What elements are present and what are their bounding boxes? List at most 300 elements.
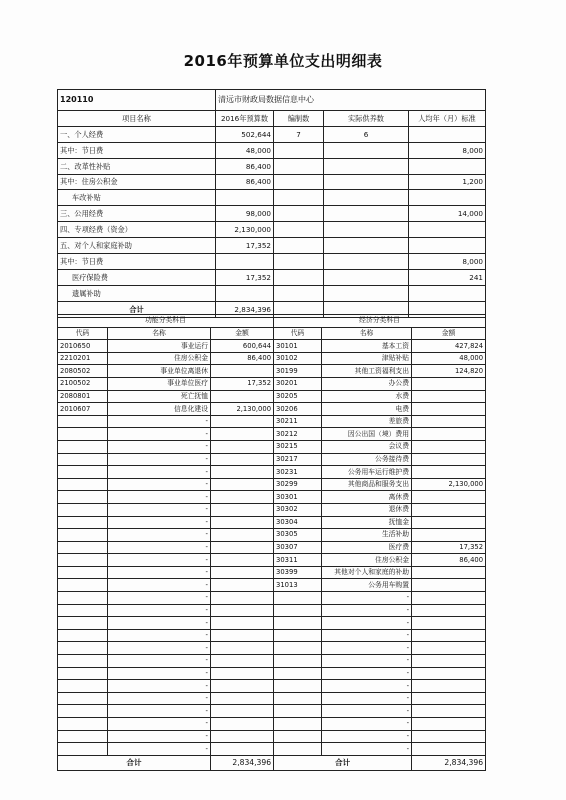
- actual-cell: [324, 158, 409, 174]
- func-code-cell: [58, 503, 108, 516]
- func-name-cell: -: [108, 541, 211, 554]
- budget-summary-table: [57, 89, 486, 318]
- econ-name-cell: -: [322, 592, 412, 605]
- actual-cell: [324, 254, 409, 270]
- header-item-name: 项目名称: [58, 111, 216, 127]
- org-name: 清远市财政局数据信息中心: [216, 90, 486, 111]
- func-name-cell: -: [108, 667, 211, 680]
- table-row: [58, 377, 486, 390]
- func-name-cell: -: [108, 428, 211, 441]
- econ-code-cell: 30205: [274, 390, 322, 403]
- econ-name-cell: -: [322, 604, 412, 617]
- econ-code-cell: 31013: [274, 579, 322, 592]
- table-row: [58, 541, 486, 554]
- func-code-cell: 2010650: [58, 340, 108, 353]
- func-total-label: 合计: [58, 755, 211, 770]
- func-code-cell: [58, 718, 108, 731]
- org-row: [58, 90, 486, 111]
- econ-code-cell: 30399: [274, 566, 322, 579]
- econ-name-cell: 退休费: [322, 503, 412, 516]
- func-name-cell: 信息化建设: [108, 403, 211, 416]
- staff-cell: [274, 285, 324, 301]
- func-code-cell: [58, 453, 108, 466]
- table-row: [58, 516, 486, 529]
- func-code-cell: [58, 491, 108, 504]
- table-row: [58, 655, 486, 668]
- econ-name-cell: -: [322, 667, 412, 680]
- header-budget: 2016年预算数: [216, 111, 274, 127]
- table-row: [58, 617, 486, 630]
- standard-cell: 8,000: [409, 142, 486, 158]
- table-row: [58, 285, 486, 301]
- budget-cell: [216, 190, 274, 206]
- econ-name-cell: 其他对个人和家庭的补助: [322, 566, 412, 579]
- table-row: [58, 466, 486, 479]
- item-name-cell: 一、个人经费: [58, 126, 216, 142]
- header-econ-name: 名称: [322, 327, 412, 340]
- econ-amount-cell: 17,352: [412, 541, 486, 554]
- table-row: [58, 126, 486, 142]
- econ-code-cell: [274, 743, 322, 756]
- econ-code-cell: 30305: [274, 529, 322, 542]
- staff-cell: [274, 238, 324, 254]
- func-code-cell: [58, 415, 108, 428]
- econ-name-cell: 住房公积金: [322, 554, 412, 567]
- func-name-cell: 住房公积金: [108, 352, 211, 365]
- econ-name-cell: 基本工资: [322, 340, 412, 353]
- header-func-amount: 金额: [211, 327, 274, 340]
- table-header-row: [58, 111, 486, 127]
- econ-total-amount: 2,834,396: [412, 755, 486, 770]
- func-code-cell: 2210201: [58, 352, 108, 365]
- func-amount-cell: [211, 554, 274, 567]
- actual-cell: [324, 238, 409, 254]
- func-name-cell: -: [108, 730, 211, 743]
- header-func-name: 名称: [108, 327, 211, 340]
- table-row: [58, 491, 486, 504]
- func-amount-cell: [211, 604, 274, 617]
- actual-cell: [324, 174, 409, 190]
- func-name-cell: -: [108, 617, 211, 630]
- econ-amount-cell: 48,000: [412, 352, 486, 365]
- table-row: [58, 158, 486, 174]
- econ-code-cell: 30302: [274, 503, 322, 516]
- table-row: [58, 705, 486, 718]
- func-amount-cell: 600,644: [211, 340, 274, 353]
- econ-amount-cell: [412, 730, 486, 743]
- standard-cell: [409, 158, 486, 174]
- econ-name-cell: -: [322, 718, 412, 731]
- func-name-cell: -: [108, 491, 211, 504]
- econ-code-cell: 30212: [274, 428, 322, 441]
- econ-code-cell: [274, 705, 322, 718]
- table-row: [58, 142, 486, 158]
- econ-code-cell: [274, 692, 322, 705]
- staff-cell: [274, 269, 324, 285]
- func-name-cell: -: [108, 718, 211, 731]
- standard-cell: [409, 238, 486, 254]
- econ-name-cell: 公务接待费: [322, 453, 412, 466]
- staff-cell: 7: [274, 126, 324, 142]
- func-name-cell: 事业单位离退休: [108, 365, 211, 378]
- item-name-cell: 其中：住房公积金: [58, 174, 216, 190]
- econ-name-cell: 电费: [322, 403, 412, 416]
- func-code-cell: [58, 629, 108, 642]
- econ-name-cell: -: [322, 642, 412, 655]
- econ-name-cell: 会议费: [322, 440, 412, 453]
- budget-cell: 17,352: [216, 269, 274, 285]
- econ-code-cell: 30231: [274, 466, 322, 479]
- func-amount-cell: 86,400: [211, 352, 274, 365]
- table-row: [58, 692, 486, 705]
- table-row: [58, 718, 486, 731]
- standard-cell: 241: [409, 269, 486, 285]
- econ-section-title: 经济分类科目: [274, 315, 486, 328]
- econ-amount-cell: [412, 617, 486, 630]
- econ-code-cell: 30211: [274, 415, 322, 428]
- econ-amount-cell: [412, 579, 486, 592]
- table-row: [58, 554, 486, 567]
- func-name-cell: 事业运行: [108, 340, 211, 353]
- econ-name-cell: -: [322, 680, 412, 693]
- econ-name-cell: 其他工资福利支出: [322, 365, 412, 378]
- econ-amount-cell: 124,820: [412, 365, 486, 378]
- budget-cell: [216, 285, 274, 301]
- econ-code-cell: [274, 718, 322, 731]
- econ-code-cell: [274, 667, 322, 680]
- func-total-amount: 2,834,396: [211, 755, 274, 770]
- item-name-cell: 遗属补助: [58, 285, 216, 301]
- header-standard: 人均年（月）标准: [409, 111, 486, 127]
- budget-cell: 17,352: [216, 238, 274, 254]
- econ-amount-cell: [412, 377, 486, 390]
- econ-name-cell: 其他商品和服务支出: [322, 478, 412, 491]
- table-row: [58, 340, 486, 353]
- func-amount-cell: [211, 629, 274, 642]
- budget-cell: [216, 254, 274, 270]
- econ-amount-cell: [412, 592, 486, 605]
- econ-name-cell: 公务用车运行维护费: [322, 466, 412, 479]
- func-code-cell: [58, 743, 108, 756]
- func-code-cell: [58, 604, 108, 617]
- standard-cell: [409, 222, 486, 238]
- section-title-row: [58, 315, 486, 328]
- standard-cell: [409, 190, 486, 206]
- func-amount-cell: [211, 453, 274, 466]
- func-code-cell: [58, 440, 108, 453]
- standard-cell: [409, 126, 486, 142]
- func-name-cell: -: [108, 466, 211, 479]
- func-amount-cell: [211, 579, 274, 592]
- econ-code-cell: 30304: [274, 516, 322, 529]
- org-code: 120110: [58, 90, 216, 111]
- item-name-cell: 二、改革性补贴: [58, 158, 216, 174]
- table-row: [58, 592, 486, 605]
- budget-cell: 86,400: [216, 158, 274, 174]
- econ-name-cell: 公务用车购置: [322, 579, 412, 592]
- econ-amount-cell: [412, 466, 486, 479]
- func-name-cell: -: [108, 692, 211, 705]
- econ-name-cell: 离休费: [322, 491, 412, 504]
- func-name-cell: -: [108, 579, 211, 592]
- func-code-cell: [58, 554, 108, 567]
- func-amount-cell: [211, 428, 274, 441]
- table-row: [58, 629, 486, 642]
- standard-cell: 8,000: [409, 254, 486, 270]
- func-code-cell: [58, 642, 108, 655]
- budget-cell: 48,000: [216, 142, 274, 158]
- table-row: [58, 403, 486, 416]
- econ-amount-cell: [412, 428, 486, 441]
- econ-code-cell: 30299: [274, 478, 322, 491]
- budget-cell: 86,400: [216, 174, 274, 190]
- table-row: [58, 579, 486, 592]
- func-code-cell: [58, 428, 108, 441]
- func-name-cell: -: [108, 655, 211, 668]
- header-staff: 编制数: [274, 111, 324, 127]
- staff-cell: [274, 254, 324, 270]
- func-name-cell: -: [108, 680, 211, 693]
- staff-cell: [274, 206, 324, 222]
- econ-amount-cell: [412, 403, 486, 416]
- table-row: [58, 453, 486, 466]
- table-row: [58, 566, 486, 579]
- econ-code-cell: [274, 592, 322, 605]
- econ-amount-cell: 86,400: [412, 554, 486, 567]
- func-amount-cell: [211, 667, 274, 680]
- econ-name-cell: -: [322, 692, 412, 705]
- actual-cell: [324, 222, 409, 238]
- econ-amount-cell: [412, 491, 486, 504]
- func-code-cell: 2100502: [58, 377, 108, 390]
- econ-amount-cell: [412, 604, 486, 617]
- item-name-cell: 其中：节日费: [58, 142, 216, 158]
- classification-table: [57, 314, 486, 771]
- table-row: [58, 206, 486, 222]
- func-code-cell: [58, 592, 108, 605]
- item-name-cell: 其中：节日费: [58, 254, 216, 270]
- func-code-cell: [58, 692, 108, 705]
- table-row: [58, 352, 486, 365]
- func-code-cell: 2010607: [58, 403, 108, 416]
- econ-code-cell: 30301: [274, 491, 322, 504]
- staff-cell: [274, 174, 324, 190]
- table-row: [58, 604, 486, 617]
- item-name-cell: 车改补贴: [58, 190, 216, 206]
- item-name-cell: 三、公用经费: [58, 206, 216, 222]
- func-code-cell: [58, 730, 108, 743]
- table-row: [58, 190, 486, 206]
- header-econ-amount: 金额: [412, 327, 486, 340]
- table-row: [58, 254, 486, 270]
- table-row: [58, 503, 486, 516]
- table-row: [58, 667, 486, 680]
- func-amount-cell: [211, 503, 274, 516]
- func-amount-cell: [211, 617, 274, 630]
- func-code-cell: [58, 655, 108, 668]
- item-name-cell: 合计: [58, 301, 216, 317]
- econ-amount-cell: [412, 680, 486, 693]
- actual-cell: [324, 206, 409, 222]
- func-amount-cell: [211, 541, 274, 554]
- econ-amount-cell: 2,130,000: [412, 478, 486, 491]
- econ-code-cell: 30201: [274, 377, 322, 390]
- econ-code-cell: 30199: [274, 365, 322, 378]
- func-amount-cell: [211, 466, 274, 479]
- econ-code-cell: [274, 655, 322, 668]
- func-amount-cell: [211, 390, 274, 403]
- func-amount-cell: [211, 440, 274, 453]
- func-amount-cell: [211, 478, 274, 491]
- func-name-cell: -: [108, 592, 211, 605]
- econ-name-cell: -: [322, 655, 412, 668]
- table-row: [58, 174, 486, 190]
- econ-name-cell: 差旅费: [322, 415, 412, 428]
- func-amount-cell: [211, 415, 274, 428]
- table-row: [58, 743, 486, 756]
- func-code-cell: [58, 579, 108, 592]
- econ-name-cell: -: [322, 629, 412, 642]
- func-name-cell: -: [108, 478, 211, 491]
- econ-amount-cell: [412, 440, 486, 453]
- econ-code-cell: 30101: [274, 340, 322, 353]
- func-amount-cell: [211, 692, 274, 705]
- func-name-cell: -: [108, 743, 211, 756]
- func-code-cell: 2080801: [58, 390, 108, 403]
- standard-cell: 14,000: [409, 206, 486, 222]
- table-row: [58, 529, 486, 542]
- econ-code-cell: 30102: [274, 352, 322, 365]
- econ-name-cell: 津贴补贴: [322, 352, 412, 365]
- func-name-cell: 死亡抚恤: [108, 390, 211, 403]
- econ-amount-cell: [412, 629, 486, 642]
- econ-amount-cell: [412, 503, 486, 516]
- table-row: [58, 365, 486, 378]
- econ-code-cell: [274, 642, 322, 655]
- econ-name-cell: -: [322, 730, 412, 743]
- econ-code-cell: [274, 629, 322, 642]
- func-code-cell: 2080502: [58, 365, 108, 378]
- func-code-cell: [58, 478, 108, 491]
- func-amount-cell: [211, 516, 274, 529]
- econ-amount-cell: [412, 655, 486, 668]
- econ-code-cell: 30307: [274, 541, 322, 554]
- func-name-cell: -: [108, 642, 211, 655]
- econ-code-cell: 30215: [274, 440, 322, 453]
- table-row: [58, 478, 486, 491]
- actual-cell: [324, 269, 409, 285]
- table-row: [58, 428, 486, 441]
- table-row: [58, 440, 486, 453]
- standard-cell: 1,200: [409, 174, 486, 190]
- econ-amount-cell: [412, 390, 486, 403]
- table-row: [58, 238, 486, 254]
- staff-cell: [274, 190, 324, 206]
- table-row: [58, 222, 486, 238]
- func-name-cell: -: [108, 705, 211, 718]
- econ-amount-cell: [412, 667, 486, 680]
- econ-name-cell: 生活补助: [322, 529, 412, 542]
- econ-amount-cell: [412, 692, 486, 705]
- func-amount-cell: [211, 705, 274, 718]
- func-name-cell: -: [108, 566, 211, 579]
- func-name-cell: -: [108, 453, 211, 466]
- func-amount-cell: 17,352: [211, 377, 274, 390]
- func-name-cell: -: [108, 529, 211, 542]
- actual-cell: 6: [324, 126, 409, 142]
- econ-amount-cell: [412, 529, 486, 542]
- total-row: [58, 755, 486, 770]
- table-row: [58, 730, 486, 743]
- func-amount-cell: [211, 592, 274, 605]
- actual-cell: [324, 285, 409, 301]
- table-row: [58, 642, 486, 655]
- staff-cell: [274, 222, 324, 238]
- econ-code-cell: [274, 730, 322, 743]
- econ-code-cell: [274, 680, 322, 693]
- func-amount-cell: 2,130,000: [211, 403, 274, 416]
- func-name-cell: -: [108, 503, 211, 516]
- func-code-cell: [58, 705, 108, 718]
- func-amount-cell: [211, 365, 274, 378]
- budget-cell: 2,834,396: [216, 301, 274, 317]
- econ-name-cell: 水费: [322, 390, 412, 403]
- func-code-cell: [58, 529, 108, 542]
- econ-amount-cell: [412, 743, 486, 756]
- func-section-title: 功能分类科目: [58, 315, 274, 328]
- func-name-cell: -: [108, 629, 211, 642]
- func-code-cell: [58, 680, 108, 693]
- actual-cell: [324, 190, 409, 206]
- table-row: [58, 390, 486, 403]
- func-code-cell: [58, 667, 108, 680]
- econ-amount-cell: [412, 453, 486, 466]
- econ-amount-cell: [412, 705, 486, 718]
- econ-code-cell: 30206: [274, 403, 322, 416]
- func-name-cell: -: [108, 516, 211, 529]
- func-amount-cell: [211, 566, 274, 579]
- header-econ-code: 代码: [274, 327, 322, 340]
- func-name-cell: -: [108, 415, 211, 428]
- econ-amount-cell: [412, 642, 486, 655]
- econ-amount-cell: [412, 718, 486, 731]
- header-actual: 实际供养数: [324, 111, 409, 127]
- item-name-cell: 五、对个人和家庭补助: [58, 238, 216, 254]
- budget-cell: 2,130,000: [216, 222, 274, 238]
- func-name-cell: -: [108, 604, 211, 617]
- func-amount-cell: [211, 491, 274, 504]
- func-code-cell: [58, 617, 108, 630]
- func-name-cell: -: [108, 440, 211, 453]
- func-code-cell: [58, 541, 108, 554]
- page-title: 2016年预算单位支出明细表: [183, 52, 383, 70]
- header-func-code: 代码: [58, 327, 108, 340]
- staff-cell: [274, 142, 324, 158]
- func-name-cell: -: [108, 554, 211, 567]
- actual-cell: [324, 142, 409, 158]
- func-amount-cell: [211, 529, 274, 542]
- budget-cell: 98,000: [216, 206, 274, 222]
- econ-name-cell: 医疗费: [322, 541, 412, 554]
- econ-total-label: 合计: [274, 755, 412, 770]
- item-name-cell: 四、专项经费（资金）: [58, 222, 216, 238]
- func-amount-cell: [211, 680, 274, 693]
- econ-name-cell: 抚恤金: [322, 516, 412, 529]
- table-row: [58, 680, 486, 693]
- func-amount-cell: [211, 743, 274, 756]
- func-amount-cell: [211, 718, 274, 731]
- standard-cell: [409, 285, 486, 301]
